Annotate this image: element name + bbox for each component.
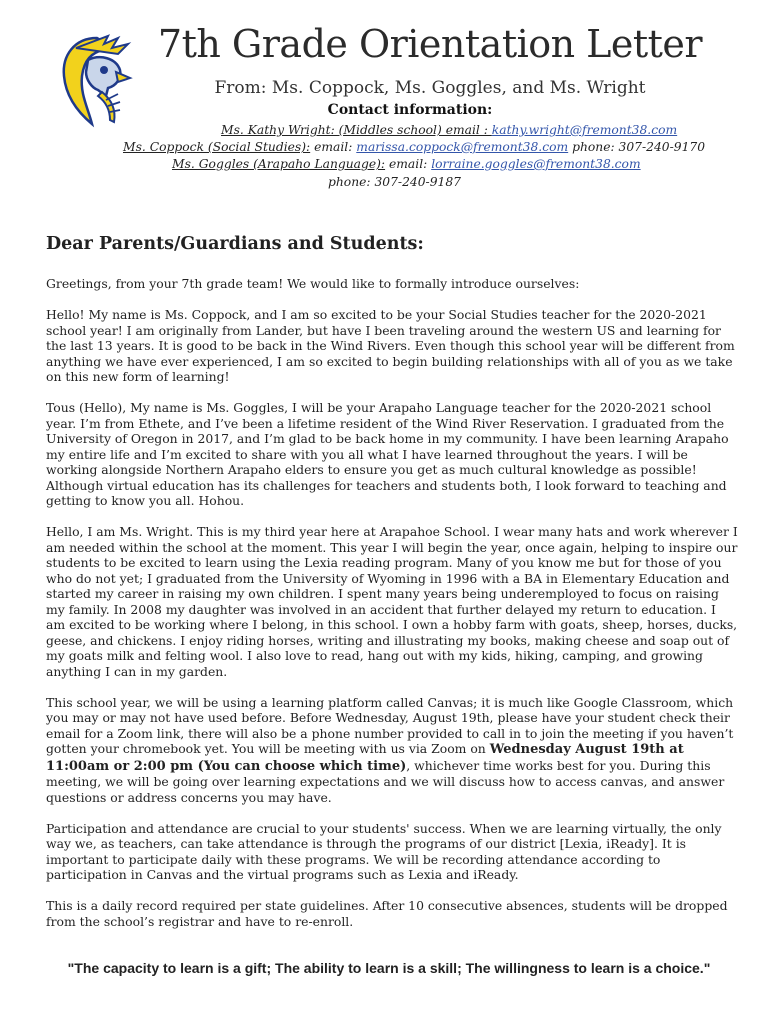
intro-paragraph: Greetings, from your 7th grade team! We would like to formally introduce ourselves: xyxy=(46,276,580,291)
canvas-paragraph xyxy=(46,695,738,806)
footer-quote: "The capacity to learn is a gift; The ability to learn is a skill; The willingness to learn is a choice." xyxy=(67,960,711,976)
coppock-email-prefix: email: xyxy=(310,140,357,154)
letter-title: 7th Grade Orientation Letter xyxy=(157,22,703,66)
goggles-label: Ms. Goggles (Arapaho Language): xyxy=(172,157,386,171)
canvas-text-start: This school year, we will be using a learning platform called Canvas; it is much like Google Classroom, which you may or may not have used before. Before Wednesday, August 19th, please have your student check their email for a Zoom link, there will also be a phone number provided to call in to join the meeting if you haven’t gotten your chromebook yet. You will be meeting with us via Zoom on xyxy=(46,694,734,756)
goggles-email-link[interactable]: lorraine.goggles@fremont38.com xyxy=(431,157,641,171)
school-eagle-mascot-icon xyxy=(58,30,136,130)
canvas-text-end: , whichever time works best for you. During this meeting, we will be going over learning expectations and we will discuss how to access canvas, and answer questions or address concerns you may have. xyxy=(46,757,725,805)
goggles-paragraph: Tous (Hello), My name is Ms. Goggles, I will be your Arapaho Language teacher for the 2020-2021 school year. I’m from Ethete, and I’ve been a lifetime resident of the Wind River Reservation. I graduated from the University of Oregon in 2017, and I’m glad to be back home in my community. I have been learning Arapaho my entire life and I’m excited to share with you all what I have learned throughout the years. I will be working alongside Northern Arapaho elders to ensure you get as much cultural knowledge as possible! Although virtual education has its challenges for teachers and students both, I look forward to teaching and getting to know you all. Hohou. xyxy=(46,400,729,508)
coppock-paragraph: Hello! My name is Ms. Coppock, and I am so excited to be your Social Studies teacher for the 2020-2021 school year! I am originally from Lander, but have I been traveling around the western US and learning for the last 13 years. It is good to be back in the Wind Rivers. Even though this school year will be different from anything we have ever experienced, I am so excited to begin building relationships with all of you as we take on this new form of learning! xyxy=(46,307,735,384)
contact-goggles xyxy=(172,157,641,171)
wright-label: Ms. Kathy Wright: (Middles school) email : xyxy=(221,123,492,137)
coppock-phone: phone: 307-240-9170 xyxy=(568,140,706,154)
contact-coppock xyxy=(123,140,705,154)
wright-paragraph: Hello, I am Ms. Wright. This is my third year here at Arapahoe School. I wear many hats and work wherever I am needed within the school at the moment. This year I will begin the year, once again, helping to inspire our students to be excited to learn using the Lexia reading program. Many of you know me but for those of you who do not yet; I graduated from the University of Wyoming in 1996 with a BA in Elementary Education and started my career in raising my own children. I spent many years being underemployed to focus on raising my family. In 2008 my daughter was involved in an accident that further delayed my return to education. I am excited to be working where I belong, in this school. I own a hobby farm with goats, sheep, horses, ducks, geese, and chickens. I enjoy riding horses, writing and illustrating my books, making cheese and soap out of my goats milk and felting wool. I also love to read, hang out with my kids, hiking, camping, and growing anything I can in my garden. xyxy=(46,524,738,679)
wright-email-link[interactable]: kathy.wright@fremont38.com xyxy=(491,123,678,137)
coppock-label: Ms. Coppock (Social Studies): xyxy=(123,140,311,154)
contact-wright xyxy=(221,123,677,137)
letter-greeting: Dear Parents/Guardians and Students: xyxy=(46,234,424,254)
attendance-paragraph: Participation and attendance are crucial to your students' success. When we are learning virtually, the only way we, as teachers, can take attendance is through the programs of our district [Lexia, iReady]. It is important to participate daily with these programs. We will be recording attendance according to participation in Canvas and the virtual programs such as Lexia and iReady. xyxy=(46,820,722,882)
coppock-email-link[interactable]: marissa.coppock@fremont38.com xyxy=(356,140,569,154)
meeting-time-bold: Wednesday August 19th at 11:00am or 2:00 pm (You can choose which time) xyxy=(46,742,684,774)
contact-heading: Contact information: xyxy=(327,102,493,118)
from-line: From: Ms. Coppock, Ms. Goggles, and Ms. Wright xyxy=(214,78,646,98)
letter-body xyxy=(46,276,738,945)
goggles-phone: phone: 307-240-9187 xyxy=(328,175,461,189)
goggles-email-prefix: email: xyxy=(385,157,432,171)
record-paragraph: This is a daily record required per state guidelines. After 10 consecutive absences, students will be dropped from the school’s registrar and have to re-enroll. xyxy=(46,898,728,929)
